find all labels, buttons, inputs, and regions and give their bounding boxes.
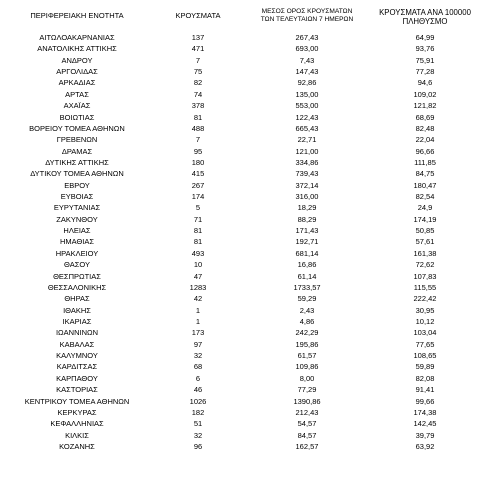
table-row bbox=[0, 271, 480, 282]
cases-cell: 51 bbox=[193, 419, 203, 429]
seven-day-average-cell: 109,86 bbox=[295, 362, 319, 372]
cases-cell: 493 bbox=[191, 248, 205, 258]
cases-cell: 96 bbox=[193, 441, 203, 451]
table-row bbox=[0, 112, 480, 123]
table-row bbox=[0, 441, 480, 452]
cases-cell: 471 bbox=[191, 44, 205, 54]
header-seven-day-average-line2: ΤΩΝ ΤΕΛΕΥΤΑΙΩΝ 7 ΗΜΕΡΩΝ bbox=[260, 15, 354, 23]
per-100k-cell: 64,99 bbox=[415, 33, 435, 42]
per-100k-cell: 174,38 bbox=[413, 407, 437, 417]
cases-cell: 75 bbox=[193, 67, 203, 77]
header-cases-per-100k bbox=[365, 9, 480, 27]
region-cell: ΑΝΔΡΟΥ bbox=[61, 55, 93, 65]
cases-cell: 1026 bbox=[189, 396, 207, 406]
table-row bbox=[0, 361, 480, 372]
seven-day-average-cell: 121,00 bbox=[295, 146, 319, 156]
cases-cell: 74 bbox=[193, 89, 203, 99]
table-row bbox=[0, 66, 480, 77]
seven-day-average-cell: 135,00 bbox=[295, 89, 319, 99]
per-100k-cell: 39,79 bbox=[415, 430, 435, 440]
seven-day-average-cell: 267,43 bbox=[295, 33, 319, 42]
per-100k-cell: 68,69 bbox=[415, 112, 435, 122]
seven-day-average-cell: 7,43 bbox=[299, 55, 315, 65]
table-row bbox=[0, 100, 480, 111]
region-cell: ΑΡΚΑΔΙΑΣ bbox=[58, 78, 96, 88]
table-row bbox=[0, 396, 480, 407]
seven-day-average-cell: 84,57 bbox=[297, 430, 317, 440]
table-row bbox=[0, 146, 480, 157]
cases-cell: 81 bbox=[193, 237, 203, 247]
region-cell: ΙΩΑΝΝΙΝΩΝ bbox=[55, 328, 99, 338]
per-100k-cell: 10,12 bbox=[415, 316, 435, 326]
per-100k-cell: 94,6 bbox=[417, 78, 433, 88]
region-cell: ΑΝΑΤΟΛΙΚΗΣ ΑΤΤΙΚΗΣ bbox=[37, 44, 117, 54]
region-cell: ΚΕΦΑΛΛΗΝΙΑΣ bbox=[50, 419, 104, 429]
per-100k-cell: 24,9 bbox=[417, 203, 433, 213]
per-100k-cell: 82,08 bbox=[415, 373, 435, 383]
seven-day-average-cell: 16,86 bbox=[297, 260, 317, 270]
region-cell: ΚΑΣΤΟΡΙΑΣ bbox=[56, 385, 98, 395]
per-100k-cell: 109,02 bbox=[413, 89, 437, 99]
region-cell: ΙΚΑΡΙΑΣ bbox=[62, 316, 92, 326]
cases-cell: 81 bbox=[193, 226, 203, 236]
cases-cell: 6 bbox=[195, 373, 201, 383]
seven-day-average-cell: 334,86 bbox=[295, 157, 319, 167]
per-100k-cell: 22,04 bbox=[415, 135, 435, 145]
cases-cell: 415 bbox=[191, 169, 205, 179]
region-cell: ΚΑΡΠΑΘΟΥ bbox=[56, 373, 98, 383]
table-row bbox=[0, 316, 480, 327]
cases-cell: 97 bbox=[193, 339, 203, 349]
cases-cell: 174 bbox=[191, 192, 205, 202]
table-row bbox=[0, 282, 480, 293]
region-cell: ΓΡΕΒΕΝΩΝ bbox=[56, 135, 98, 145]
per-100k-cell: 72,62 bbox=[415, 260, 435, 270]
per-100k-cell: 121,82 bbox=[413, 101, 437, 111]
seven-day-average-cell: 147,43 bbox=[295, 67, 319, 77]
region-cell: ΒΟΡΕΙΟΥ ΤΟΜΕΑ ΑΘΗΝΩΝ bbox=[29, 123, 125, 133]
per-100k-cell: 99,66 bbox=[415, 396, 435, 406]
seven-day-average-cell: 171,43 bbox=[295, 226, 319, 236]
cases-cell: 32 bbox=[193, 430, 203, 440]
seven-day-average-cell: 22,71 bbox=[297, 135, 317, 145]
region-cell: ΕΥΡΥΤΑΝΙΑΣ bbox=[53, 203, 101, 213]
per-100k-cell: 174,19 bbox=[413, 214, 437, 224]
header-cases-per-100k-line2: ΠΛΗΘΥΣΜΟ bbox=[402, 16, 448, 26]
per-100k-cell: 222,42 bbox=[413, 294, 437, 304]
region-cell: ΚΕΝΤΡΙΚΟΥ ΤΟΜΕΑ ΑΘΗΝΩΝ bbox=[24, 396, 130, 406]
table-row bbox=[0, 305, 480, 316]
per-100k-cell: 30,95 bbox=[415, 305, 435, 315]
per-100k-cell: 96,66 bbox=[415, 146, 435, 156]
table-row bbox=[0, 327, 480, 338]
region-cell: ΑΡΤΑΣ bbox=[65, 89, 89, 99]
table-row bbox=[0, 350, 480, 361]
table-row bbox=[0, 236, 480, 247]
table-row bbox=[0, 259, 480, 270]
seven-day-average-cell: 162,57 bbox=[295, 441, 319, 451]
seven-day-average-cell: 18,29 bbox=[297, 203, 317, 213]
seven-day-average-cell: 665,43 bbox=[295, 123, 319, 133]
header-seven-day-average bbox=[247, 8, 367, 23]
table-row bbox=[0, 134, 480, 145]
region-cell: ΕΒΡΟΥ bbox=[64, 180, 90, 190]
seven-day-average-cell: 59,29 bbox=[297, 294, 317, 304]
per-100k-cell: 77,65 bbox=[415, 339, 435, 349]
per-100k-cell: 161,38 bbox=[413, 248, 437, 258]
seven-day-average-cell: 739,43 bbox=[295, 169, 319, 179]
cases-cell: 5 bbox=[195, 203, 201, 213]
per-100k-cell: 180,47 bbox=[413, 180, 437, 190]
cases-cell: 488 bbox=[191, 123, 205, 133]
region-cell: ΔΡΑΜΑΣ bbox=[61, 146, 93, 156]
cases-cell: 1 bbox=[195, 316, 201, 326]
per-100k-cell: 115,55 bbox=[413, 282, 437, 292]
cases-cell: 32 bbox=[193, 351, 203, 361]
region-cell: ΚΕΡΚΥΡΑΣ bbox=[57, 407, 97, 417]
table-row bbox=[0, 77, 480, 88]
per-100k-cell: 77,28 bbox=[415, 67, 435, 77]
table-row bbox=[0, 407, 480, 418]
region-cell: ΑΡΓΟΛΙΔΑΣ bbox=[56, 67, 98, 77]
cases-cell: 71 bbox=[193, 214, 203, 224]
region-cell: ΚΑΡΔΙΤΣΑΣ bbox=[56, 362, 98, 372]
per-100k-cell: 111,85 bbox=[414, 157, 436, 167]
table-row bbox=[0, 214, 480, 225]
table-row bbox=[0, 339, 480, 350]
per-100k-cell: 91,41 bbox=[415, 385, 435, 395]
per-100k-cell: 107,83 bbox=[413, 271, 437, 281]
region-cell: ΙΘΑΚΗΣ bbox=[63, 305, 91, 315]
region-cell: ΗΡΑΚΛΕΙΟΥ bbox=[55, 248, 99, 258]
cases-cell: 378 bbox=[191, 101, 205, 111]
table-header bbox=[0, 0, 480, 32]
per-100k-cell: 75,91 bbox=[415, 55, 435, 65]
seven-day-average-cell: 2,43 bbox=[299, 305, 315, 315]
seven-day-average-cell: 681,14 bbox=[295, 248, 319, 258]
cases-cell: 1 bbox=[195, 305, 201, 315]
seven-day-average-cell: 192,71 bbox=[295, 237, 319, 247]
region-cell: ΘΕΣΣΑΛΟΝΙΚΗΣ bbox=[47, 282, 107, 292]
region-cell: ΒΟΙΩΤΙΑΣ bbox=[59, 112, 95, 122]
per-100k-cell: 59,89 bbox=[415, 362, 435, 372]
header-region: ΠΕΡΙΦΕΡΕΙΑΚΗ ΕΝΟΤΗΤΑ bbox=[30, 11, 124, 20]
cases-cell: 81 bbox=[193, 112, 203, 122]
region-cell: ΚΙΛΚΙΣ bbox=[65, 430, 89, 440]
region-cell: ΖΑΚΥΝΘΟΥ bbox=[56, 214, 98, 224]
per-100k-cell: 82,48 bbox=[415, 123, 435, 133]
region-cell: ΚΟΖΑΝΗΣ bbox=[59, 441, 95, 451]
seven-day-average-cell: 316,00 bbox=[295, 192, 319, 202]
cases-cell: 82 bbox=[193, 78, 203, 88]
cases-cell: 137 bbox=[191, 33, 205, 42]
per-100k-cell: 57,61 bbox=[415, 237, 435, 247]
table-row bbox=[0, 55, 480, 66]
region-cell: ΘΑΣΟΥ bbox=[64, 260, 90, 270]
seven-day-average-cell: 553,00 bbox=[295, 101, 319, 111]
region-cell: ΑΧΑΪΑΣ bbox=[63, 101, 91, 111]
table-row bbox=[0, 430, 480, 441]
header-cases-per-100k-line1: ΚΡΟΥΣΜΑΤΑ ΑΝΑ 100000 bbox=[379, 8, 471, 17]
seven-day-average-cell: 54,57 bbox=[297, 419, 317, 429]
seven-day-average-cell: 61,14 bbox=[297, 271, 317, 281]
region-cell: ΕΥΒΟΙΑΣ bbox=[60, 192, 94, 202]
region-cell: ΚΑΛΥΜΝΟΥ bbox=[56, 351, 98, 361]
per-100k-cell: 63,92 bbox=[415, 441, 435, 451]
seven-day-average-cell: 4,86 bbox=[299, 316, 315, 326]
seven-day-average-cell: 88,29 bbox=[297, 214, 317, 224]
table-row bbox=[0, 180, 480, 191]
per-100k-cell: 142,45 bbox=[413, 419, 437, 429]
cases-cell: 95 bbox=[193, 146, 203, 156]
table-row bbox=[0, 43, 480, 54]
region-cell: ΗΛΕΙΑΣ bbox=[63, 226, 91, 236]
table-row bbox=[0, 32, 480, 43]
per-100k-cell: 103,04 bbox=[413, 328, 437, 338]
per-100k-cell: 82,54 bbox=[415, 192, 435, 202]
table-row bbox=[0, 191, 480, 202]
seven-day-average-cell: 195,86 bbox=[295, 339, 319, 349]
table-row bbox=[0, 384, 480, 395]
cases-cell: 7 bbox=[195, 135, 201, 145]
region-cell: ΑΙΤΩΛΟΑΚΑΡΝΑΝΙΑΣ bbox=[39, 33, 115, 42]
cases-cell: 180 bbox=[191, 157, 205, 167]
cases-cell: 7 bbox=[195, 55, 201, 65]
cases-cell: 47 bbox=[193, 271, 203, 281]
header-cases: ΚΡΟΥΣΜΑΤΑ bbox=[175, 11, 221, 20]
seven-day-average-cell: 77,29 bbox=[297, 385, 317, 395]
seven-day-average-cell: 122,43 bbox=[295, 112, 319, 122]
cases-cell: 1283 bbox=[189, 282, 207, 292]
table-row bbox=[0, 248, 480, 259]
seven-day-average-cell: 1390,86 bbox=[293, 396, 321, 406]
table-row bbox=[0, 373, 480, 384]
header-seven-day-average-line1: ΜΕΣΟΣ ΟΡΟΣ ΚΡΟΥΣΜΑΤΩΝ bbox=[261, 8, 353, 15]
region-cell: ΚΑΒΑΛΑΣ bbox=[59, 339, 95, 349]
seven-day-average-cell: 8,00 bbox=[299, 373, 315, 383]
region-cell: ΔΥΤΙΚΟΥ ΤΟΜΕΑ ΑΘΗΝΩΝ bbox=[30, 169, 124, 179]
cases-cell: 46 bbox=[193, 385, 203, 395]
table-row bbox=[0, 293, 480, 304]
cases-cell: 68 bbox=[193, 362, 203, 372]
cases-cell: 10 bbox=[193, 260, 203, 270]
seven-day-average-cell: 61,57 bbox=[297, 351, 317, 361]
seven-day-average-cell: 693,00 bbox=[295, 44, 319, 54]
cases-cell: 182 bbox=[191, 407, 205, 417]
per-100k-cell: 108,65 bbox=[413, 351, 437, 361]
region-cell: ΘΗΡΑΣ bbox=[64, 294, 90, 304]
cases-cell: 267 bbox=[191, 180, 205, 190]
region-cell: ΘΕΣΠΡΩΤΙΑΣ bbox=[53, 271, 101, 281]
cases-cell: 173 bbox=[191, 328, 205, 338]
cases-cell: 42 bbox=[193, 294, 203, 304]
region-cell: ΗΜΑΘΙΑΣ bbox=[59, 237, 95, 247]
per-100k-cell: 93,76 bbox=[415, 44, 435, 54]
region-cell: ΔΥΤΙΚΗΣ ΑΤΤΙΚΗΣ bbox=[45, 157, 109, 167]
table-row bbox=[0, 89, 480, 100]
seven-day-average-cell: 372,14 bbox=[295, 180, 319, 190]
seven-day-average-cell: 212,43 bbox=[295, 407, 319, 417]
table-row bbox=[0, 418, 480, 429]
seven-day-average-cell: 1733,57 bbox=[293, 282, 321, 292]
table-row bbox=[0, 225, 480, 236]
cases-table bbox=[0, 32, 480, 452]
table-row bbox=[0, 123, 480, 134]
per-100k-cell: 84,75 bbox=[415, 169, 435, 179]
seven-day-average-cell: 92,86 bbox=[297, 78, 317, 88]
per-100k-cell: 50,85 bbox=[415, 226, 435, 236]
table-row bbox=[0, 168, 480, 179]
table-row bbox=[0, 202, 480, 213]
seven-day-average-cell: 242,29 bbox=[295, 328, 319, 338]
table-row bbox=[0, 157, 480, 168]
